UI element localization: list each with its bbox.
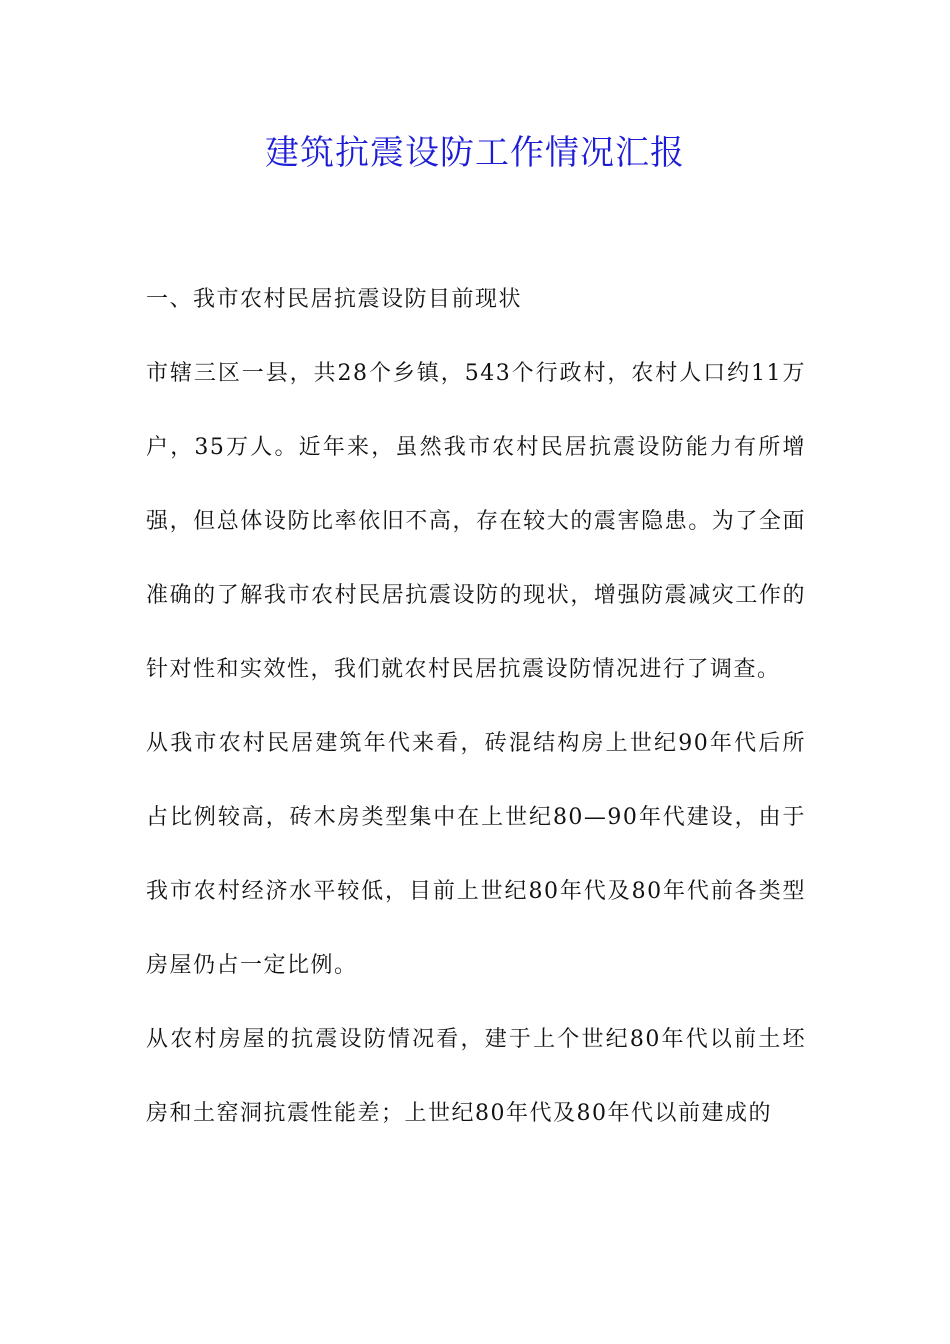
paragraph: 市辖三区一县，共28个乡镇，543个行政村，农村人口约11万户，35万人。近年来，虽然我市农村民居抗震设防能力有所增强，但总体设防比率依旧不高，存在较大的震害隐患。为了全面准确的了解我市农村民居抗震设防的现状，增强防震减灾工作的针对性和实效性，我们就农村民居抗震设防情况进行了调查。 — [146, 361, 806, 682]
document-body — [146, 263, 806, 1151]
section-heading: 一、我市农村民居抗震设防目前现状 — [146, 287, 523, 312]
paragraph: 从我市农村民居建筑年代来看，砖混结构房上世纪90年代后所占比例较高，砖木房类型集中在上世纪80—90年代建设，由于我市农村经济水平较低，目前上世纪80年代及80年代前各类型房屋仍占一定比例。 — [146, 731, 806, 978]
document-title: 建筑抗震设防工作情况汇报 — [265, 133, 685, 173]
paragraph: 从农村房屋的抗震设防情况看，建于上个世纪80年代以前土坯房和土窑洞抗震性能差；上世纪80年代及80年代以前建成的 — [146, 1027, 806, 1126]
